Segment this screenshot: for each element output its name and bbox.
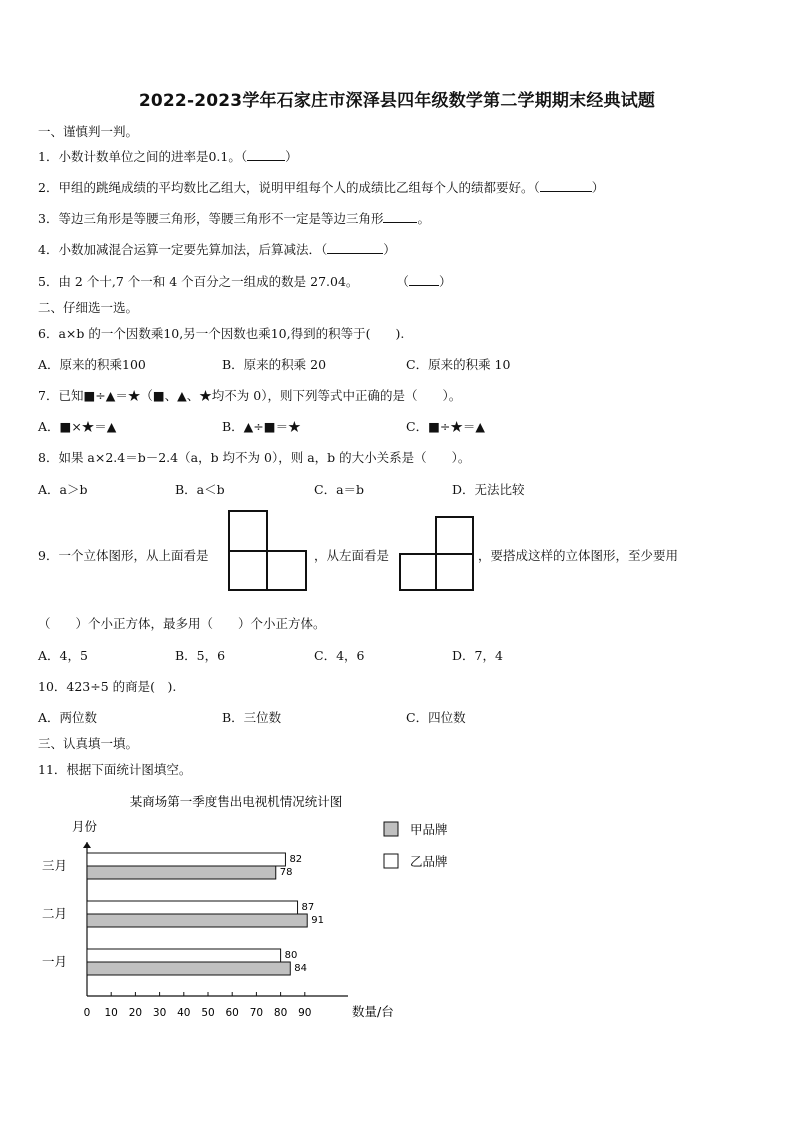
question-text: a×b 的一个因数乘10,另一个因数也乘10,得到的积等于( ).: [58, 326, 405, 341]
data-label: 78: [279, 867, 293, 878]
x-tick-label: 40: [177, 1007, 191, 1019]
question-number: 7．: [38, 388, 59, 403]
q9-option-b[interactable]: B．5，6: [175, 648, 226, 663]
x-tick-label: 50: [201, 1007, 215, 1019]
question-9-part-b: ，从左面看是: [314, 548, 390, 563]
x-tick-label: 90: [298, 1007, 312, 1019]
bar-jia: [87, 914, 307, 927]
question-3: [38, 209, 430, 227]
legend-swatch: [384, 822, 398, 836]
bar-yi: [87, 949, 281, 962]
question-text: 等边三角形是等腰三角形，等腰三角形不一定是等边三角形: [58, 211, 384, 226]
x-tick-label: 20: [128, 1007, 143, 1019]
question-text: 小数加减混合运算一定要先算加法，后算减法．（: [58, 242, 328, 257]
x-tick-label: 10: [104, 1007, 118, 1019]
q6-option-c[interactable]: C．原来的积乘 10: [406, 357, 511, 372]
q8-option-a[interactable]: A．a＞b: [38, 482, 88, 497]
question-7: [38, 386, 461, 404]
question-9-part-a: [38, 546, 208, 564]
bracket-close: ）: [438, 274, 452, 289]
data-label: 87: [301, 902, 315, 913]
legend-label: 乙品牌: [410, 854, 448, 869]
q6-option-a[interactable]: A．原来的积乘100: [38, 357, 146, 372]
question-number: 1．: [38, 149, 59, 164]
question-number: 9．: [38, 548, 59, 563]
q8-option-d[interactable]: D．无法比较: [452, 482, 525, 497]
top-view-figure: [228, 510, 308, 592]
q10-option-b[interactable]: B．三位数: [222, 710, 282, 725]
question-number: 8．: [38, 450, 59, 465]
x-tick-label: 0: [83, 1007, 91, 1019]
question-number: 3．: [38, 211, 59, 226]
left-view-figure: [399, 516, 475, 592]
question-2: [38, 178, 604, 196]
question-5: [38, 272, 451, 290]
q7-option-a[interactable]: A．■×★＝▲: [38, 419, 117, 434]
data-label: 91: [311, 915, 324, 926]
x-tick-label: 30: [152, 1007, 167, 1019]
question-text: 423÷5 的商是( ).: [66, 679, 177, 694]
section-1-heading: 一、谨慎判一判。: [38, 124, 139, 139]
data-label: 80: [284, 950, 298, 961]
question-9-part-c: ，要搭成这样的立体图形，至少要用: [478, 548, 679, 563]
bar-jia: [87, 962, 290, 975]
question-4: [38, 240, 396, 258]
answer-blank[interactable]: [409, 274, 439, 286]
data-label: 84: [294, 963, 308, 974]
q7-option-b[interactable]: B．▲÷■＝★: [222, 419, 301, 434]
bracket-close: ）: [591, 180, 605, 195]
q10-option-a[interactable]: A．两位数: [38, 710, 98, 725]
x-tick-label: 70: [249, 1007, 264, 1019]
bar-yi: [87, 853, 285, 866]
category-label: 二月: [42, 906, 68, 921]
data-label: 82: [289, 854, 303, 865]
q8-option-c[interactable]: C．a＝b: [314, 482, 365, 497]
q10-option-c[interactable]: C．四位数: [406, 710, 466, 725]
question-6: [38, 324, 404, 342]
question-text: 根据下面统计图填空。: [66, 762, 192, 777]
q6-option-b[interactable]: B．原来的积乘 20: [222, 357, 327, 372]
question-number: 10．: [38, 679, 67, 694]
question-number: 4．: [38, 242, 59, 257]
question-text: 如果 a×2.4＝b－2.4（a，b 均不为 0），则 a，b 的大小关系是（ ）。: [58, 450, 471, 465]
y-axis-arrow: [83, 842, 91, 848]
bar-yi: [87, 901, 298, 914]
question-text: 甲组的跳绳成绩的平均数比乙组大，说明甲组每个人的成绩比乙组每个人的绩都要好。（: [58, 180, 540, 195]
legend-label: 甲品牌: [410, 822, 448, 837]
question-8: [38, 448, 470, 466]
q7-option-c[interactable]: C．■÷★＝▲: [406, 419, 485, 434]
answer-blank[interactable]: [247, 149, 285, 161]
question-number: 5．: [38, 274, 59, 289]
question-text: 一个立体图形，从上面看是: [58, 548, 209, 563]
period: 。: [417, 211, 430, 226]
q9-option-c[interactable]: C．4，6: [314, 648, 365, 663]
question-text: 小数计数单位之间的进率是0.1。（: [58, 149, 248, 164]
q9-option-d[interactable]: D．7，4: [452, 648, 503, 663]
x-tick-label: 60: [225, 1007, 239, 1019]
answer-blank[interactable]: [327, 242, 383, 254]
section-2-heading: 二、仔细选一选。: [38, 300, 139, 315]
chart-title: 某商场第一季度售出电视机情况统计图: [129, 794, 343, 809]
bar-jia: [87, 866, 276, 879]
question-1: [38, 147, 298, 165]
answer-blank[interactable]: [540, 180, 592, 192]
y-axis-label: 月份: [72, 819, 98, 834]
category-label: 一月: [42, 954, 68, 969]
question-number: 11．: [38, 762, 67, 777]
bracket-open: （: [396, 274, 409, 289]
question-text: 由 2 个十,7 个一和 4 个百分之一组成的数是 27.04。: [58, 274, 359, 289]
page-title: 2022-2023学年石家庄市深泽县四年级数学第二学期期末经典试题: [138, 91, 656, 111]
question-text: 已知■÷▲＝★（■、▲、★均不为 0），则下列等式中正确的是（ ）。: [58, 388, 462, 403]
bar-chart: [30, 784, 490, 1029]
question-10: [38, 677, 176, 695]
question-number: 6．: [38, 326, 59, 341]
answer-blank[interactable]: [383, 211, 417, 223]
q9-option-a[interactable]: A．4，5: [38, 648, 88, 663]
q8-option-b[interactable]: B．a＜b: [175, 482, 225, 497]
question-11: [38, 760, 191, 778]
bracket-close: ）: [285, 149, 298, 164]
bracket-close: ）: [383, 242, 396, 257]
x-tick-label: 80: [273, 1007, 288, 1019]
x-axis-label: 数量/台: [352, 1004, 394, 1019]
legend-swatch: [384, 854, 398, 868]
question-number: 2．: [38, 180, 59, 195]
question-9-part-d: （ ）个小正方体，最多用（ ）个小正方体。: [38, 616, 326, 631]
category-label: 三月: [42, 858, 68, 873]
section-3-heading: 三、认真填一填。: [38, 736, 139, 751]
